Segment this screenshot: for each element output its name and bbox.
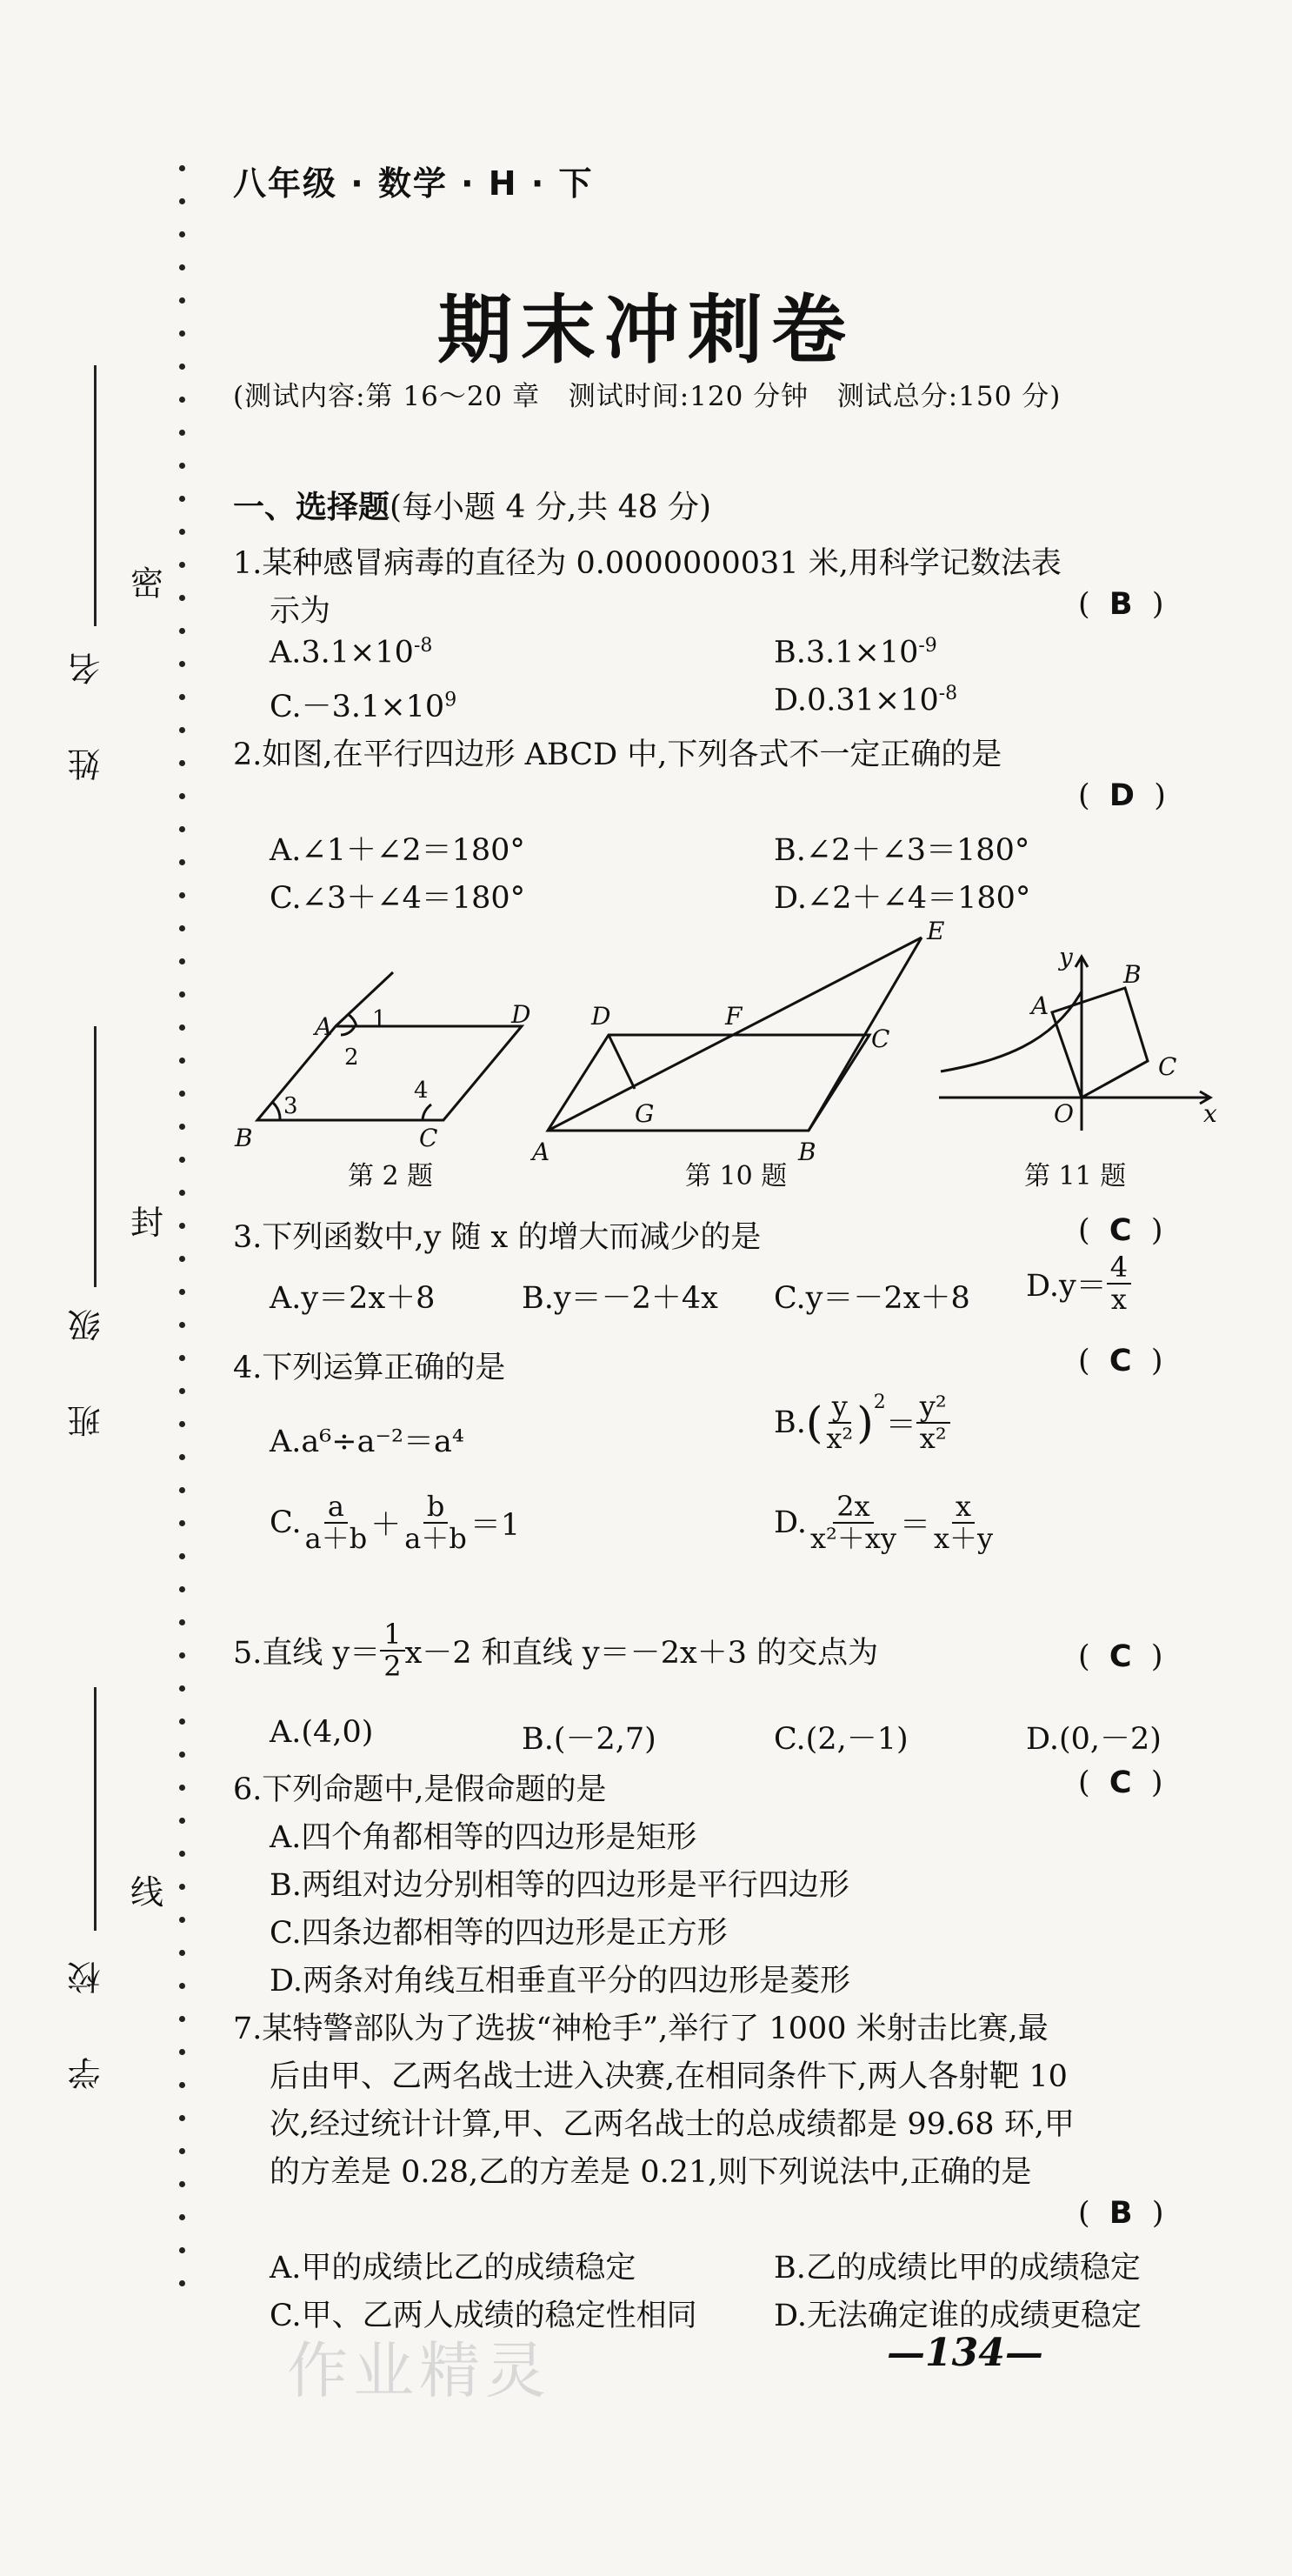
- q3-answer: ( C ): [1078, 1213, 1163, 1248]
- q4-option-c: C. $\frac{a}{a+b}$ ＋ $\frac{b}{a+b}$ ＝1: [270, 1490, 521, 1556]
- f11-label-O: O: [1054, 1099, 1074, 1128]
- q7-option-a: A.甲的成绩比乙的成绩稳定: [270, 2251, 636, 2286]
- q7-stem-line2: 后由甲、乙两名战士进入决赛,在相同条件下,两人各射靶 10: [270, 2059, 1068, 2094]
- f2-label-D: D: [511, 1000, 531, 1029]
- binding-seal-label: 封: [130, 1204, 164, 1242]
- q3-option-a: A.y＝2x＋8: [270, 1281, 436, 1316]
- q3-option-d: D.y＝ $\frac{4}{x}$: [1026, 1252, 1131, 1315]
- f2-label-B: B: [235, 1124, 253, 1152]
- f10-label-A: A: [532, 1138, 550, 1166]
- q5-option-c: C.(2,－1): [774, 1722, 909, 1757]
- q2-option-d: D.∠2＋∠4＝180°: [774, 881, 1031, 916]
- f2-label-A: A: [315, 1012, 333, 1041]
- q1-stem-line2: 示为: [270, 594, 331, 629]
- f11-label-x: x: [1203, 1099, 1217, 1128]
- grade-tag: 八年级 · 数学 · H · 下: [233, 164, 594, 203]
- q5-option-d: D.(0,－2): [1026, 1722, 1162, 1757]
- page-number: —134—: [887, 2331, 1043, 2375]
- q3-stem: 3.下列函数中,y 随 x 的增大而减少的是: [233, 1220, 762, 1255]
- q1-option-b: $B.3.1\times 10^{-9}$: [774, 635, 937, 671]
- q2-answer: ( D ): [1078, 778, 1166, 813]
- q1-option-d: $D.0.31\times 10^{-8}$: [774, 683, 958, 718]
- f11-label-y: y: [1059, 943, 1073, 971]
- q7-option-b: B.乙的成绩比甲的成绩稳定: [774, 2251, 1141, 2286]
- f2-angle-1: 1: [372, 1006, 387, 1032]
- q2-stem: 2.如图,在平行四边形 ABCD 中,下列各式不一定正确的是: [233, 737, 1002, 772]
- q3-option-b: B.y＝－2＋4x: [522, 1281, 718, 1316]
- f10-label-B: B: [798, 1138, 816, 1166]
- q2-option-a: A.∠1＋∠2＝180°: [270, 833, 525, 868]
- test-info: (测试内容:第 16～20 章 测试时间:120 分钟 测试总分:150 分): [233, 381, 1062, 412]
- f2-angle-3: 3: [283, 1093, 298, 1119]
- caption-fig-2: 第 2 题: [348, 1161, 434, 1191]
- q7-stem-line3: 次,经过统计计算,甲、乙两名战士的总成绩都是 99.68 环,甲: [270, 2107, 1075, 2142]
- q2-option-c: C.∠3＋∠4＝180°: [270, 881, 526, 916]
- page-title: 期末冲刺卷: [437, 287, 855, 374]
- figure-11-coordinate: [939, 957, 1210, 1131]
- q7-option-c: C.甲、乙两人成绩的稳定性相同: [270, 2299, 697, 2333]
- q5-answer: ( C ): [1078, 1639, 1163, 1674]
- q7-option-d: D.无法确定谁的成绩更稳定: [774, 2299, 1142, 2333]
- q6-answer: ( C ): [1078, 1765, 1163, 1800]
- section-heading: 一、选择题(每小题 4 分,共 48 分): [233, 490, 712, 525]
- q3-option-c: C.y＝－2x＋8: [774, 1281, 970, 1316]
- f2-angle-4: 4: [414, 1078, 429, 1104]
- f10-label-C: C: [871, 1024, 890, 1053]
- caption-fig-10: 第 10 题: [685, 1161, 788, 1191]
- q6-option-c: C.四条边都相等的四边形是正方形: [270, 1916, 728, 1951]
- q4-option-d: D. $\frac{2x}{\text{x²＋xy}}$ ＝ $\frac{x}{x+y}$: [774, 1490, 994, 1556]
- binding-line-label: 线: [130, 1873, 164, 1912]
- q1-option-a: $A.3.1\times 10^{-8}$: [270, 635, 433, 671]
- q5-option-b: B.(－2,7): [522, 1722, 656, 1757]
- q5-option-a: A.(4,0): [270, 1715, 374, 1750]
- q6-option-b: B.两组对边分别相等的四边形是平行四边形: [270, 1868, 849, 1903]
- q1-option-c: $C.-3.1\times 10^9$: [270, 689, 457, 724]
- f10-label-D: D: [591, 1002, 611, 1031]
- q7-stem-line1: 7.某特警部队为了选拔“神枪手”,举行了 1000 米射击比赛,最: [233, 2012, 1049, 2046]
- binding-secret-label: 密: [130, 564, 164, 603]
- q4-stem: 4.下列运算正确的是: [233, 1351, 506, 1385]
- q1-stem-line1: 1.某种感冒病毒的直径为 0.0000000031 米,用科学记数法表: [233, 546, 1062, 581]
- q6-option-a: A.四个角都相等的四边形是矩形: [270, 1820, 697, 1855]
- q4-option-a: A.a⁶÷a⁻²＝a⁴: [270, 1425, 464, 1459]
- f2-angle-2: 2: [344, 1044, 359, 1071]
- f11-label-C: C: [1158, 1052, 1177, 1081]
- f10-label-E: E: [927, 917, 945, 945]
- caption-fig-11: 第 11 题: [1024, 1161, 1127, 1191]
- name-field-label: 姓 名: [68, 626, 106, 782]
- q1-answer: ( B ): [1078, 587, 1164, 622]
- q4-answer: ( C ): [1078, 1344, 1163, 1378]
- class-field-label: 班 级: [68, 1283, 106, 1438]
- f11-label-A: A: [1031, 991, 1049, 1020]
- q7-answer: ( B ): [1078, 2196, 1164, 2231]
- watermark-logo: 作业精灵: [287, 2335, 551, 2406]
- figure-10-parallelogram: [548, 938, 922, 1131]
- q6-option-d: D.两条对角线互相垂直平分的四边形是菱形: [270, 1964, 850, 1999]
- f11-label-B: B: [1123, 960, 1142, 989]
- q5-stem: 5.直线 y＝ $\frac{1}{2}$ x－2 和直线 y＝－2x＋3 的交点为: [233, 1618, 879, 1684]
- f2-label-C: C: [419, 1124, 438, 1152]
- f10-label-F: F: [725, 1002, 743, 1031]
- q4-option-b: B. ( $\frac{y}{\text{x²}}$ ) $^2$ ＝ $\frac{\text{y²}}{\text{x²}}$: [774, 1391, 950, 1454]
- school-field-label: 学 校: [68, 1935, 106, 2091]
- q2-option-b: B.∠2＋∠3＝180°: [774, 833, 1030, 868]
- f10-label-G: G: [635, 1099, 655, 1128]
- q6-stem: 6.下列命题中,是假命题的是: [233, 1772, 607, 1807]
- q7-stem-line4: 的方差是 0.28,乙的方差是 0.21,则下列说法中,正确的是: [270, 2155, 1032, 2190]
